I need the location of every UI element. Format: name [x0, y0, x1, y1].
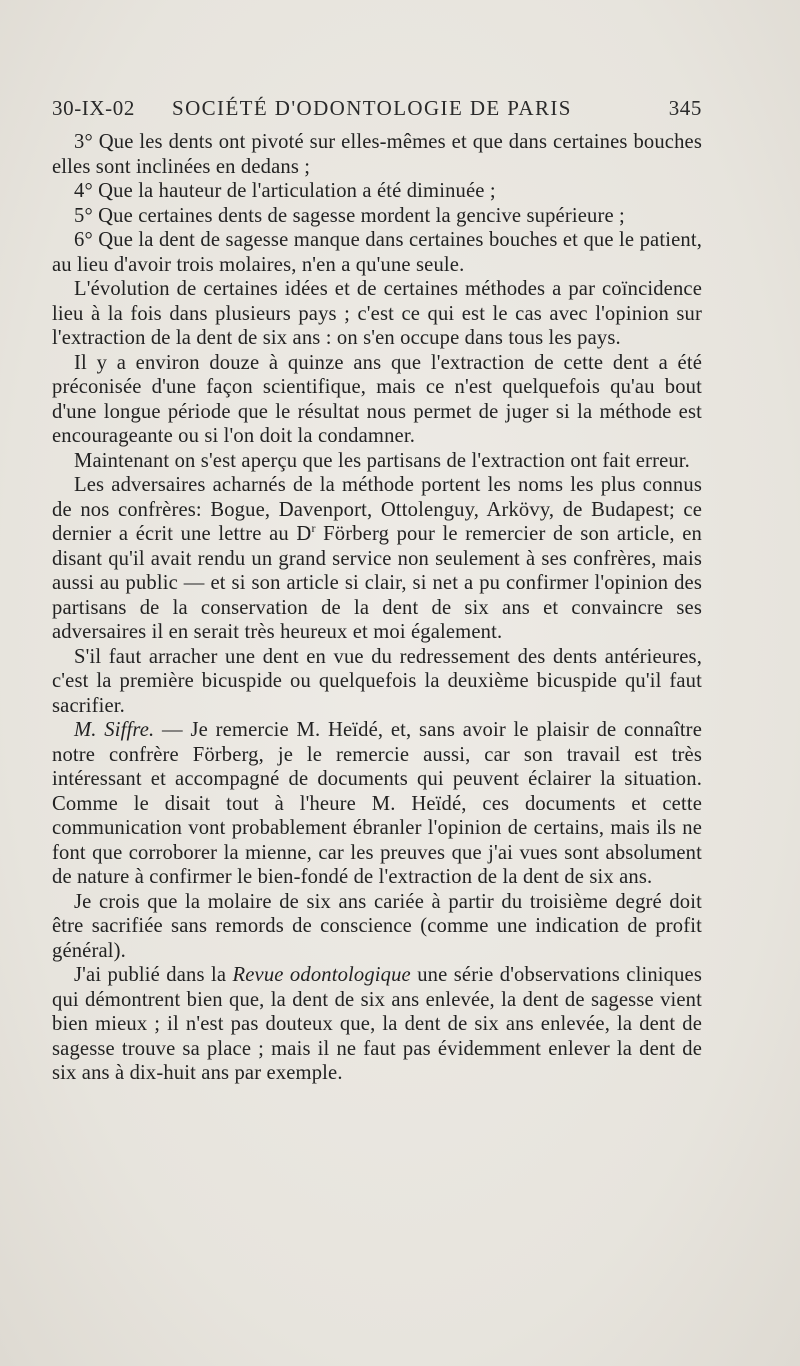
paragraph-12 — [52, 963, 702, 1086]
paragraph-5: L'évolution de certaines idées et de certaines méthodes a par coïncidence lieu à la fois dans plusieurs pays ; c'est ce qui est le cas avec l'opinion sur l'extraction de la dent de six ans : on s'en occupe dans tous les pays. — [52, 278, 702, 349]
paragraph-12-end: une série d'observations cliniques qui démontrent bien que, la dent de six ans enlevée, la dent de sagesse vient bien mieux ; il n'est pas douteux que, la dent de six ans enlevée, la dent de sagesse trouve sa place ; mais il ne faut pas évidemment enlever la dent de six ans à dix-huit ans par exemple. — [52, 964, 703, 1084]
paragraph-12-start: J'ai publié dans la — [74, 964, 233, 986]
paragraph-8-end: Förberg pour le remercier de son article, en disant qu'il avait rendu un grand service non seulement à ses confrères, mais aussi au public — et si son article si clair, si net a pu confirmer l'opinion des partisans de la conservation de la dent de six ans et convaincre ses adversaires il en serait très heureux et moi également. — [52, 523, 702, 643]
paragraph-2: 4° Que la hauteur de l'articulation a été diminuée ; — [74, 180, 496, 202]
body-text — [52, 130, 702, 1086]
paragraph-8 — [52, 473, 702, 645]
doctor-abbrev-sup: r — [311, 521, 316, 536]
paragraph-3: 5° Que certaines dents de sagesse mordent la gencive supérieure ; — [74, 204, 625, 227]
paragraph-10 — [52, 718, 702, 890]
page-number: 345 — [668, 96, 702, 120]
paragraph-9: S'il faut arracher une dent en vue du redressement des dents antérieures, c'est la première bicuspide ou quelquefois la deuxième bicuspide qu'il faut sacrifier. — [52, 645, 702, 717]
paragraph-11: Je crois que la molaire de six ans cariée à partir du troisième degré doit être sacrifiée sans remords de conscience (comme une indication de profit général). — [52, 890, 702, 962]
speaker-name: M. Siffre. — [74, 719, 155, 741]
paragraph-4: 6° Que la dent de sagesse manque dans certaines bouches et que le patient, au lieu d'avoir trois molaires, n'en a qu'une seule. — [52, 229, 702, 276]
paragraph-1: 3° Que les dents ont pivoté sur elles-mêmes et que dans certaines bouches elles sont inclinées en dedans ; — [52, 131, 702, 178]
journal-title: Revue odontologique — [232, 964, 411, 986]
running-header — [52, 96, 702, 126]
paragraph-10-text: — Je remercie M. Heïdé, et, sans avoir le plaisir de connaître notre confrère Förberg, je le remercie aussi, car son travail est très intéressant et accompagné de documents qui peuvent éclairer la situation. Comme le disait tout à l'heure M. Heïdé, ces documents et cette communication vont probablement ébranler l'opinion de certains, mais ils ne font que corroborer la mienne, car les preuves que j'ai vues sont absolument de nature à confirmer le bien-fondé de l'extraction de la dent de six ans. — [52, 719, 702, 888]
paragraph-8-start: Les adversaires acharnés de la méthode portent les noms les plus connus de nos confrères: Bogue, Davenport, Ottolenguy, Arkövy, de Budapest; ce dernier a écrit une lettre au D — [52, 474, 702, 545]
header-title: SOCIÉTÉ D'ODONTOLOGIE DE PARIS — [172, 96, 572, 120]
paragraph-7: Maintenant on s'est aperçu que les partisans de l'extraction ont fait erreur. — [74, 449, 690, 472]
paragraph-6: Il y a environ douze à quinze ans que l'extraction de cette dent a été préconisée d'une façon scientifique, mais ce n'est quelquefois qu'au bout d'une longue période que le résultat nous permet de juger si la méthode est encourageante ou si l'on doit la condamner. — [52, 351, 702, 447]
header-date: 30-IX-02 — [52, 96, 135, 120]
